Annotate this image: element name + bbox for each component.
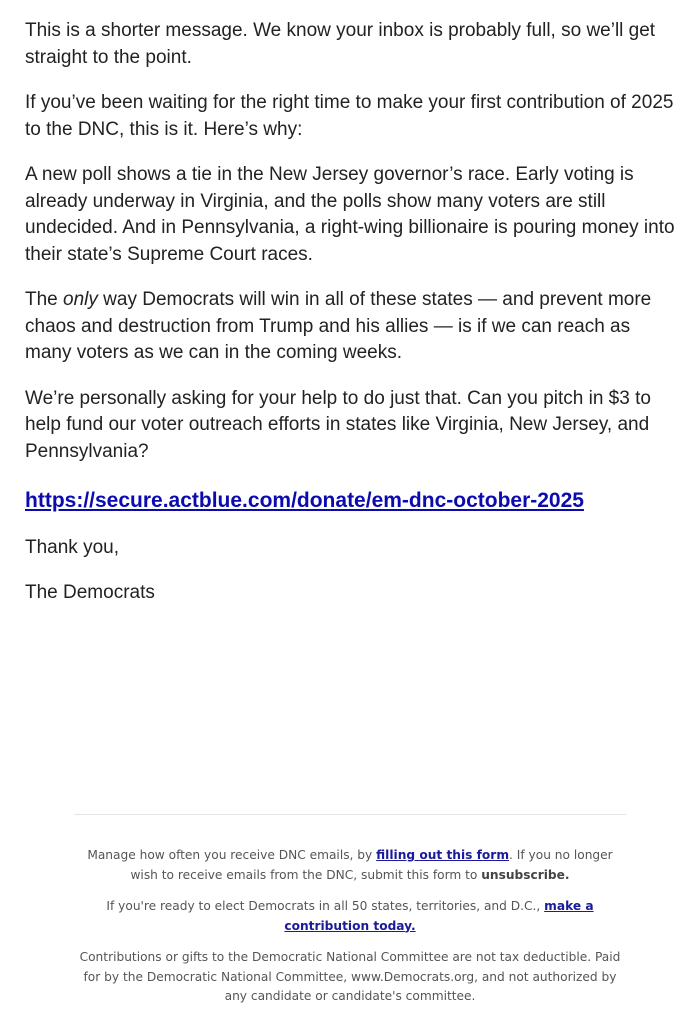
- signature: The Democrats: [25, 582, 155, 603]
- states-paragraph: [25, 287, 680, 367]
- states-text-end: way Democrats will win in all of these states — and prevent more chaos and destruction from Trump and his allies — is if we can reach as many voters as we can in the coming weeks.: [25, 289, 652, 363]
- ask-paragraph: We’re personally asking for your help to do just that. Can you pitch in $3 to help fund our voter outreach efforts in states like Virginia, New Jersey, and Pennsylvania?: [25, 387, 651, 462]
- contribute-text: [74, 897, 626, 936]
- donate-link-paragraph: [25, 484, 680, 516]
- poll-paragraph: A new poll shows a tie in the New Jersey governor’s race. Early voting is already underway in Virginia, and the polls show many voters are still undecided. And in Pennsylvania, a right-wing billionaire is pouring money into their state’s Supreme Court races.: [25, 164, 675, 265]
- sign-off: Thank you,: [25, 536, 119, 558]
- email-footer: [74, 814, 626, 1019]
- manage-form-link[interactable]: filling out this form: [376, 848, 510, 862]
- manage-preferences-text: [74, 846, 626, 885]
- emphasis-only: only: [63, 289, 98, 310]
- manage-text-middle: . If you no longer wish to receive emails from the DNC, submit this form to: [130, 848, 613, 882]
- contribution-paragraph: If you’ve been waiting for the right time to make your first contribution of 2025 to the DNC, this is it. Here’s why:: [25, 92, 674, 140]
- legal-disclaimer: Contributions or gifts to the Democratic National Committee are not tax deductible. Paid for by the Democratic National Committee, www.Democrats.org, and not authorized by any candidate or candidate's committee.: [79, 950, 621, 1003]
- states-text-start: The: [25, 289, 64, 310]
- unsubscribe-label: unsubscribe.: [481, 867, 570, 882]
- manage-text-start: Manage how often you receive DNC emails, by: [87, 848, 377, 862]
- intro-paragraph: This is a shorter message. We know your inbox is probably full, so we’ll get straight to the point.: [25, 20, 656, 68]
- email-body: [25, 18, 680, 626]
- donate-link[interactable]: https://secure.actblue.com/donate/em-dnc-october-2025: [25, 489, 584, 512]
- make-contribution-link[interactable]: make a contribution today.: [284, 899, 594, 933]
- contribute-text-start: If you're ready to elect Democrats in all 50 states, territories, and D.C.,: [106, 899, 545, 913]
